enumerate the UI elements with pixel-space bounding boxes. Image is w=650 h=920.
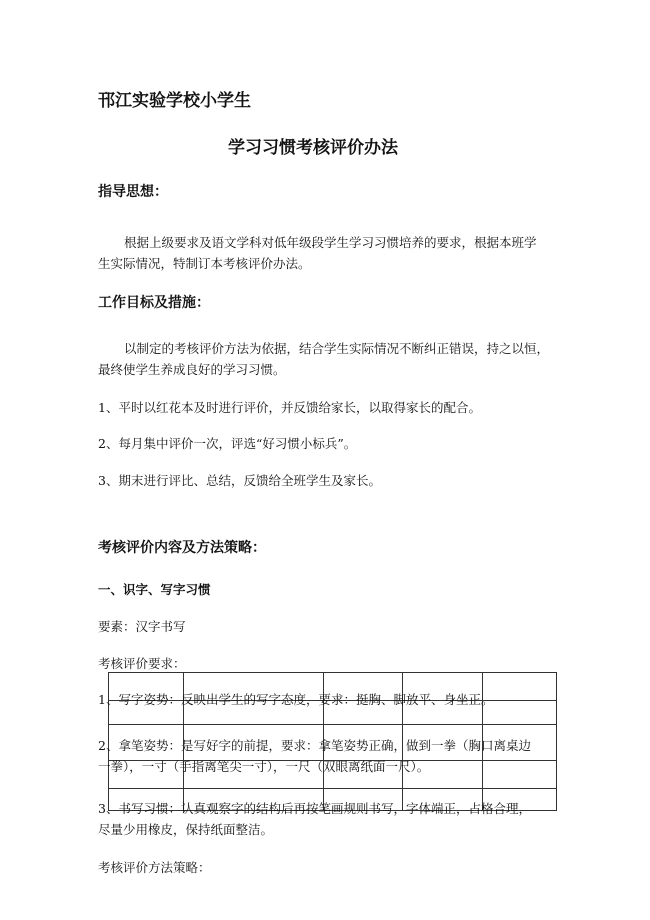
guiding-heading: 指导思想： [98, 184, 168, 200]
element-line: 要素：汉字书写 [98, 619, 186, 634]
requirement-3-line-2: 尽量少用橡皮，保持纸面整洁。 [98, 822, 274, 837]
title-line-1: 邗江实验学校小学生 [98, 91, 251, 111]
goals-item: 3、期末进行评比、总结，反馈给全班学生及家长。 [98, 473, 381, 488]
guiding-para-line-2: 生实际情况，特制订本考核评价办法。 [98, 256, 311, 271]
title-line-2: 学习习惯考核评价办法 [228, 138, 398, 158]
goals-para-line-1: 以制定的考核评价方法为依据，结合学生实际情况不断纠正错误，持之以恒， [124, 341, 550, 356]
content-heading: 考核评价内容及方法策略： [98, 540, 266, 556]
goals-heading: 工作目标及措施： [98, 295, 210, 311]
goals-item: 1、平时以红花本及时进行评价，并反馈给家长，以取得家长的配合。 [98, 400, 481, 415]
requirements-label: 考核评价要求： [98, 656, 186, 671]
subsection-heading: 一、识字、写字习惯 [98, 582, 211, 597]
requirement-3-line-1: 3、书写习惯：认真观察字的结构后再按笔画规则书写，字体端正，占格合理， [98, 801, 531, 816]
method-label: 考核评价方法策略： [98, 860, 211, 875]
guiding-para-line-1: 根据上级要求及语文学科对低年级段学生学习习惯培养的要求，根据本班学 [124, 235, 537, 250]
requirement-2-line-1: 2、拿笔姿势：是写好字的前提，要求：拿笔姿势正确，做到一拳（胸口离桌边 [98, 738, 531, 753]
goals-para-line-2: 最终使学生养成良好的学习习惯。 [98, 362, 286, 377]
requirement-1: 1、写字姿势：反映出学生的写字态度，要求：挺胸、脚放平、身坐正。 [98, 692, 494, 707]
goals-item: 2、每月集中评价一次，评选“好习惯小标兵”。 [98, 436, 357, 451]
requirement-2-line-2: 一拳），一寸（手指离笔尖一寸），一尺（双眼离纸面一尺）。 [98, 759, 430, 774]
